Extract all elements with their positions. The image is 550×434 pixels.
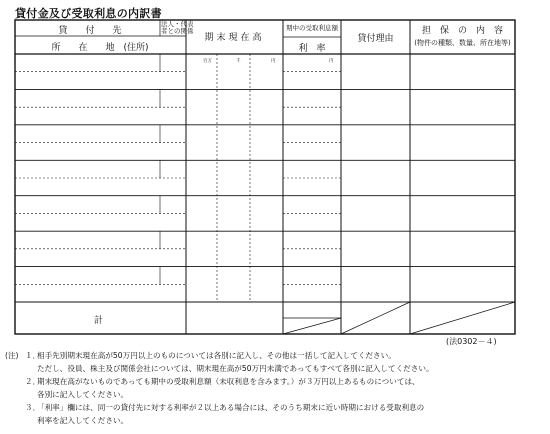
note-2-line1: 期末現在高がないものであっても期中の受取利息額（未収利息を含みます。）が３万円以上あるものについては、 xyxy=(37,377,420,386)
relation-header-line2: 者との関係 xyxy=(161,27,194,35)
note-3-line1: 「利率」欄には、同一の貸付先に対する利率が２以上ある場合には、そのうち期末に近い時期における受取利息の xyxy=(37,403,425,412)
page-title: 貸付金及び受取利息の内訳書 xyxy=(15,7,162,20)
total-label: 計 xyxy=(94,316,104,326)
note-3-number: ３． xyxy=(25,403,41,412)
address-header: 所 在 地 (住所) xyxy=(51,43,149,53)
lender-header: 貸 付 先 xyxy=(58,26,122,36)
reason-header: 貸付理由 xyxy=(357,34,394,44)
unit-hyakuman: 百万 xyxy=(203,59,212,64)
collateral-header: 担 保 の 内 容 xyxy=(421,26,503,36)
unit-en: 円 xyxy=(271,59,276,64)
note-1-line1: 相手先別期末現在高が50万円以上のものについては各別に記入し、その他は一括して記入してください。 xyxy=(37,351,396,360)
rate-header: 利 率 xyxy=(298,44,326,54)
note-3-line2: 利率を記入してください。 xyxy=(37,416,129,425)
form-code: (法0302－４) xyxy=(446,337,497,346)
notes-prefix: (注) xyxy=(5,351,19,360)
relation-header-line1: 法人・代表 xyxy=(161,20,194,28)
unit-en-interest: 円 xyxy=(329,59,334,64)
note-1-line2: ただし、役員、株主及び関係会社については、期末現在高が50万円未満であってもすべて各別に記入してください。 xyxy=(37,364,434,373)
balance-header: 期末現在高 xyxy=(204,33,265,43)
note-1-number: １． xyxy=(25,351,41,360)
note-2-number: ２． xyxy=(25,377,41,386)
collateral-note: (物件の種類、数量、所在地等) xyxy=(414,39,511,47)
note-2-line2: 各別に記入してください。 xyxy=(37,390,129,399)
interest-header: 期中の受取利息額 xyxy=(286,24,338,32)
unit-sen: 千 xyxy=(236,59,241,64)
